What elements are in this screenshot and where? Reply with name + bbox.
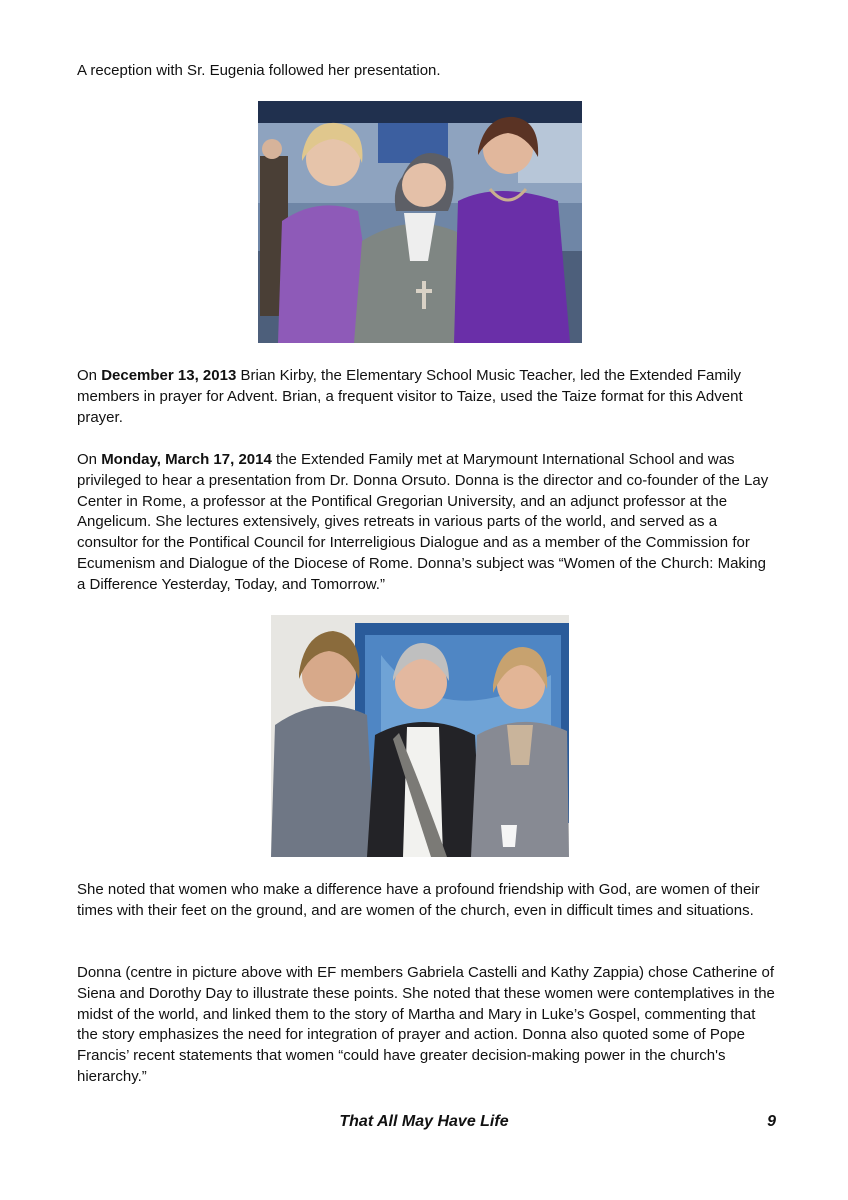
date-december-13-2013: December 13, 2013 bbox=[101, 367, 237, 384]
text-lead: On bbox=[77, 367, 102, 384]
paragraph-women-who-make-a-difference: She noted that women who make a difference have a profound friendship with God, are women of their times with their feet on the ground, and are women of the church, even in difficult times and situations. bbox=[77, 881, 760, 919]
text-body: the Extended Family met at Marymount International School and was privileged to hear a presentation from Dr. Donna Orsuto. Donna is the director and co-founder of the Lay Center in Rome, a professor at the Pontifical Gregorian University, and an adjunct professor at the Angelicum. She lectures extensively, gives retreats in various parts of the world, and served as a consultor for the Pontifical Council for Interreligious Dialogue and as a member of the Commission for Ecumenism and Dialogue of the Diocese of Rome. Donna’s subject was “Women of the Church: Making a Difference Yesterday, Today, and Tomorrow.” bbox=[77, 451, 769, 593]
date-march-17-2014: Monday, March 17, 2014 bbox=[101, 451, 272, 468]
paragraph-advent-prayer bbox=[77, 366, 777, 428]
paragraph-catherine-and-dorothy: Donna (centre in picture above with EF members Gabriela Castelli and Kathy Zappia) chose Catherine of Siena and Dorothy Day to illustrate these points. She noted that these women were contemplatives in the midst of the world, and linked them to the story of Martha and Mary in Luke’s Gospel, commenting that the story emphasizes the need for integration of prayer and action. Donna also quoted some of Pope Francis’ recent statements that women “could have greater decision-making power in the church's hierarchy.” bbox=[77, 964, 775, 1085]
page-number: 9 bbox=[767, 1113, 776, 1130]
paragraph-reception: A reception with Sr. Eugenia followed her presentation. bbox=[77, 62, 441, 79]
photo-donna-orsuto-with-ef-members bbox=[271, 615, 569, 857]
footer-title: That All May Have Life bbox=[339, 1113, 509, 1130]
paragraph-donna-orsuto bbox=[77, 450, 777, 596]
photo-reception-sr-eugenia bbox=[258, 101, 582, 343]
text-body: Brian Kirby, the Elementary School Music Teacher, led the Extended Family members in prayer for Advent. Brian, a frequent visitor to Taize, used the Taize format for this Advent prayer. bbox=[77, 367, 743, 426]
text-lead: On bbox=[77, 451, 102, 468]
